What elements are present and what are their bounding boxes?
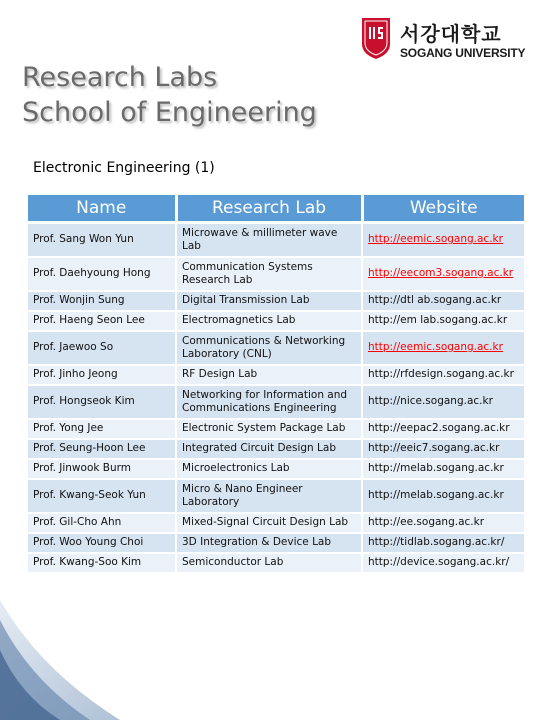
table-header-row (28, 195, 524, 223)
cell-website (362, 553, 524, 573)
cell-research-lab: Semiconductor Lab (176, 553, 362, 573)
website-text: http://ee.sogang.ac.kr (368, 516, 485, 528)
cell-website[interactable] (362, 257, 524, 291)
table-row (28, 419, 524, 439)
cell-professor-name: Prof. Sang Won Yun (28, 223, 176, 257)
cell-website (362, 513, 524, 533)
cell-professor-name: Prof. Daehyoung Hong (28, 257, 176, 291)
cell-website (362, 479, 524, 513)
cell-website (362, 533, 524, 553)
cell-professor-name: Prof. Hongseok Kim (28, 385, 176, 419)
page-title (22, 60, 317, 130)
cell-research-lab: Electromagnetics Lab (176, 311, 362, 331)
table-body (28, 223, 524, 573)
cell-research-lab: Communications & Networking Laboratory (CNL) (176, 331, 362, 365)
table-row (28, 223, 524, 257)
table-row (28, 365, 524, 385)
table-row (28, 257, 524, 291)
website-text: http://dtl ab.sogang.ac.kr (368, 294, 502, 306)
cell-website (362, 439, 524, 459)
university-logo (360, 16, 532, 64)
cell-website (362, 459, 524, 479)
website-text: http://eeic7.sogang.ac.kr (368, 442, 500, 454)
cell-research-lab: RF Design Lab (176, 365, 362, 385)
cell-research-lab: Electronic System Package Lab (176, 419, 362, 439)
corner-decoration (0, 600, 120, 720)
cell-website[interactable] (362, 223, 524, 257)
column-header-research-lab: Research Lab (176, 195, 362, 223)
table-row (28, 291, 524, 311)
table-row (28, 385, 524, 419)
cell-website[interactable] (362, 331, 524, 365)
website-link[interactable]: http://eecom3.sogang.ac.kr (368, 267, 514, 279)
cell-professor-name: Prof. Jinwook Burm (28, 459, 176, 479)
table-row (28, 459, 524, 479)
table-row (28, 533, 524, 553)
cell-professor-name: Prof. Yong Jee (28, 419, 176, 439)
table-row (28, 331, 524, 365)
website-link[interactable]: http://eemic.sogang.ac.kr (368, 341, 503, 353)
cell-research-lab: Micro & Nano Engineer Laboratory (176, 479, 362, 513)
cell-professor-name: Prof. Seung-Hoon Lee (28, 439, 176, 459)
cell-professor-name: Prof. Kwang-Soo Kim (28, 553, 176, 573)
website-text: http://eepac2.sogang.ac.kr (368, 422, 510, 434)
website-link[interactable]: http://eemic.sogang.ac.kr (368, 233, 503, 246)
table-row (28, 553, 524, 573)
logo-korean-text: 서강대학교 (400, 22, 502, 46)
section-subtitle: Electronic Engineering (1) (33, 160, 215, 176)
university-seal-icon (360, 16, 392, 60)
cell-research-lab: Integrated Circuit Design Lab (176, 439, 362, 459)
cell-website (362, 385, 524, 419)
table-row (28, 439, 524, 459)
table-row (28, 513, 524, 533)
website-text: http://melab.sogang.ac.kr (368, 489, 504, 501)
cell-research-lab: 3D Integration & Device Lab (176, 533, 362, 553)
table-row (28, 311, 524, 331)
table-row (28, 479, 524, 513)
title-line-1: Research Labs (22, 62, 218, 93)
research-labs-table (28, 195, 524, 574)
cell-website (362, 291, 524, 311)
cell-professor-name: Prof. Woo Young Choi (28, 533, 176, 553)
cell-research-lab: Networking for Information and Communications Engineering (176, 385, 362, 419)
cell-professor-name: Prof. Gil-Cho Ahn (28, 513, 176, 533)
website-text: http://rfdesign.sogang.ac.kr (368, 368, 514, 380)
website-text: http://em lab.sogang.ac.kr (368, 314, 508, 326)
website-text: http://melab.sogang.ac.kr (368, 462, 504, 474)
column-header-website: Website (362, 195, 524, 223)
website-text: http://tidlab.sogang.ac.kr/ (368, 536, 505, 548)
cell-website (362, 419, 524, 439)
title-line-2: School of Engineering (22, 97, 317, 128)
logo-english-text: SOGANG UNIVERSITY (400, 46, 526, 60)
cell-professor-name: Prof. Haeng Seon Lee (28, 311, 176, 331)
cell-research-lab: Communication Systems Research Lab (176, 257, 362, 291)
cell-research-lab: Mixed-Signal Circuit Design Lab (176, 513, 362, 533)
cell-professor-name: Prof. Wonjin Sung (28, 291, 176, 311)
cell-website (362, 311, 524, 331)
cell-professor-name: Prof. Jinho Jeong (28, 365, 176, 385)
cell-professor-name: Prof. Jaewoo So (28, 331, 176, 365)
cell-research-lab: Digital Transmission Lab (176, 291, 362, 311)
column-header-name: Name (28, 195, 176, 223)
cell-research-lab: Microelectronics Lab (176, 459, 362, 479)
website-text: http://nice.sogang.ac.kr (368, 395, 493, 407)
cell-professor-name: Prof. Kwang-Seok Yun (28, 479, 176, 513)
website-text: http://device.sogang.ac.kr/ (368, 556, 510, 568)
cell-website (362, 365, 524, 385)
cell-research-lab: Microwave & millimeter wave Lab (176, 223, 362, 257)
